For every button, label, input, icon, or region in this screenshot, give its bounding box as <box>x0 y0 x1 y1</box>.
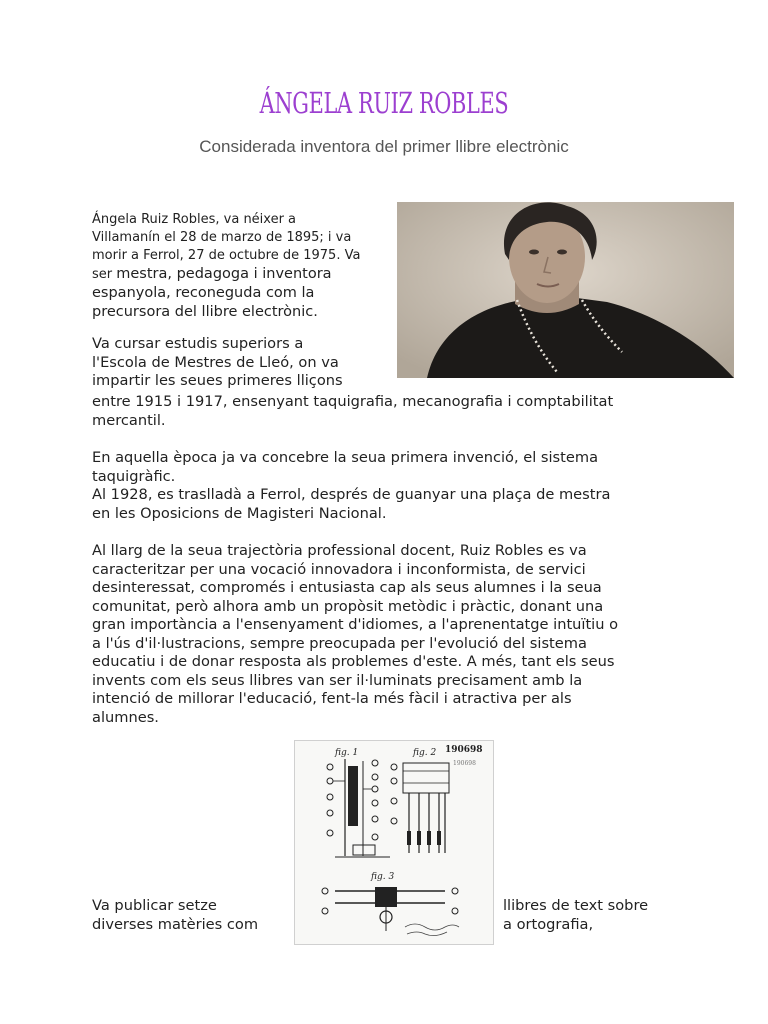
fig1-label: fig. 1 <box>335 748 359 758</box>
page-title: ÁNGELA RUIZ ROBLES <box>259 86 509 120</box>
text-line: llibres de text sobre <box>503 897 649 914</box>
paragraph-career <box>92 542 672 727</box>
fig3-label: fig. 3 <box>371 872 395 882</box>
fig2-label: fig. 2 <box>413 748 437 758</box>
text-line: Al llarg de la seua trajectòria professional docent, Ruiz Robles es va <box>92 542 587 559</box>
intro-line: mestra, pedagoga i inventora <box>116 266 332 282</box>
text-line: impartir les seues primeres lliçons <box>92 372 343 389</box>
text-line: En aquella època ja va concebre la seua primera invenció, el sistema <box>92 449 599 466</box>
page-subtitle: Considerada inventora del primer llibre electrònic <box>199 137 569 156</box>
text-line: entre 1915 i 1917, ensenyant taquigrafia, mecanografia i comptabilitat <box>92 393 614 410</box>
patent-diagram <box>294 740 494 945</box>
paragraph-studies-cont <box>92 393 672 430</box>
intro-line: espanyola, reconeguda com la <box>92 285 315 301</box>
text-line: educatiu i de donar resposta als problemes d'este. A més, tant els seus <box>92 653 615 670</box>
text-line: l'Escola de Mestres de Lleó, on va <box>92 353 339 371</box>
portrait-photo <box>397 202 734 378</box>
text-line: mercantil. <box>92 411 166 429</box>
text-line: comunitat, però alhora amb un propòsit metòdic i pràctic, donant una <box>92 597 604 615</box>
text-line: a l'ús d'il·lustracions, sempre preocupada per l'evolució del sistema <box>92 634 587 652</box>
paragraph-studies <box>92 335 382 391</box>
text-line: a ortografia, <box>503 915 594 933</box>
intro-line: Villamanín el 28 de marzo de 1895; i va <box>92 230 352 245</box>
paragraph-invention <box>92 449 672 523</box>
bottom-right-text <box>503 897 703 934</box>
intro-line: precursora del llibre electrònic. <box>92 304 318 320</box>
text-line: desinteressat, compromés i entusiasta cap als seus alumnes i la seua <box>92 579 602 596</box>
text-line: Va cursar estudis superiors a <box>92 335 304 352</box>
bottom-left-text <box>92 897 282 934</box>
text-line: Va publicar setze <box>92 897 217 914</box>
intro-line: morir a Ferrol, 27 de octubre de 1975. Va <box>92 248 361 263</box>
portrait-image <box>397 202 734 378</box>
patent-number: 190698 <box>445 745 483 755</box>
patent-number-small: 190698 <box>453 760 476 767</box>
text-line: Al 1928, es traslladà a Ferrol, després de guanyar una plaça de mestra <box>92 486 611 503</box>
patent-drawing <box>295 741 493 944</box>
text-line: diverses matèries com <box>92 915 259 933</box>
intro-paragraph <box>92 211 382 322</box>
text-line: en les Oposicions de Magisteri Nacional. <box>92 504 387 522</box>
text-line: intenció de millorar l'educació, fent-la més fàcil i atractiva per als <box>92 690 572 707</box>
text-line: taquigràfic. <box>92 467 176 485</box>
intro-line: ser <box>92 267 117 282</box>
text-line: gran importància a l'ensenyament d'idiomes, a l'aprenentatge intuïtiu o <box>92 616 619 633</box>
text-line: invents com els seus llibres van ser il·luminats precisament amb la <box>92 671 583 689</box>
text-line: alumnes. <box>92 708 159 726</box>
text-line: caracteritzar per una vocació innovadora i inconformista, de servici <box>92 560 586 578</box>
intro-line: Ángela Ruiz Robles, va néixer a <box>92 212 297 227</box>
